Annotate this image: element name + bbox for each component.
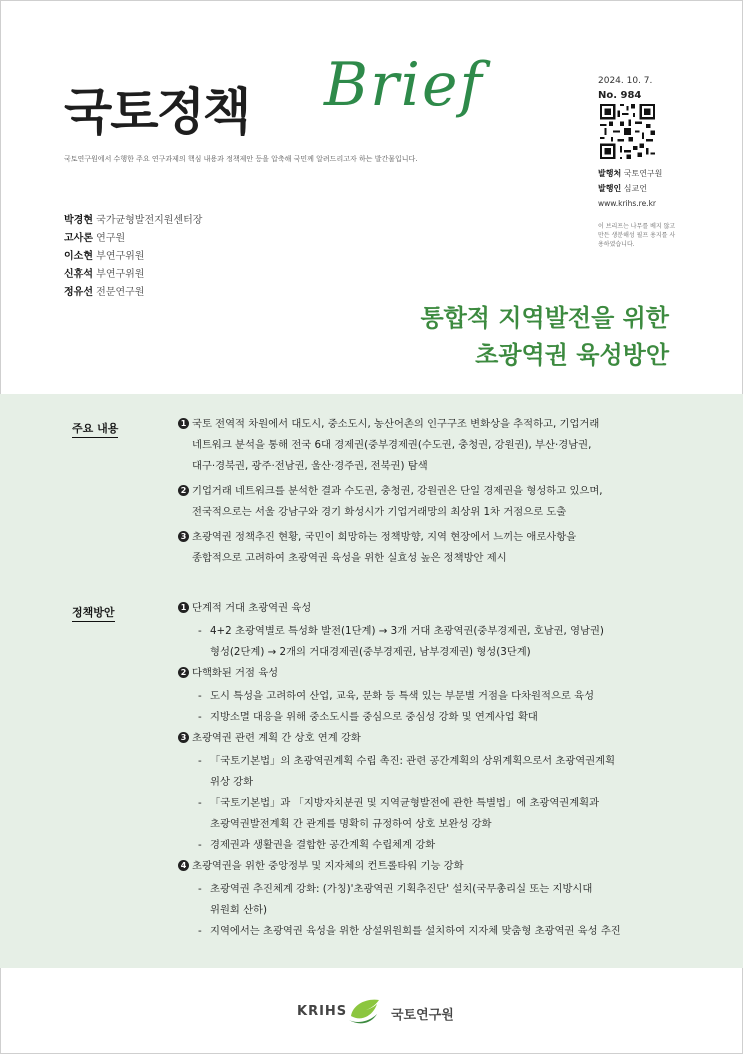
author-name: 신휴석 bbox=[64, 269, 93, 280]
dash-bullet: - bbox=[198, 839, 202, 851]
author-list bbox=[64, 212, 202, 302]
publisher-line bbox=[598, 168, 662, 179]
policy-sub-line: 위상 강화 bbox=[210, 776, 254, 788]
number-badge-icon: 3 bbox=[178, 531, 189, 542]
dash-bullet: - bbox=[198, 925, 202, 937]
summary-item-line: 대구·경북권, 광주·전남권, 울산·경주권, 전북권) 탐색 bbox=[192, 460, 428, 472]
policy-item-heading: 다핵화된 거점 육성 bbox=[192, 667, 279, 679]
policy-item-heading: 단계적 거대 초광역권 육성 bbox=[192, 602, 312, 614]
qr-code-icon[interactable] bbox=[600, 104, 655, 159]
policy-list bbox=[178, 598, 678, 942]
summary-list bbox=[178, 414, 678, 573]
website-link[interactable]: www.krihs.re.kr bbox=[598, 199, 656, 208]
summary-item-line: 종합적으로 고려하여 초광역권 육성을 위한 실효성 높은 정책방안 제시 bbox=[192, 552, 507, 564]
publisher-label: 발행처 bbox=[598, 169, 622, 178]
author-name: 정유선 bbox=[64, 287, 93, 298]
number-badge-icon: 1 bbox=[178, 602, 189, 613]
author-item bbox=[64, 212, 202, 230]
masthead-title-en: Brief bbox=[324, 50, 484, 120]
author-item bbox=[64, 230, 202, 248]
author-name: 이소현 bbox=[64, 251, 93, 262]
summary-item-line: 국토 전역적 차원에서 대도시, 중소도시, 농산어촌의 인구구조 변화상을 추적하고, 기업거래 bbox=[192, 418, 600, 430]
author-name: 박경현 bbox=[64, 215, 93, 226]
policy-item bbox=[178, 856, 678, 877]
title-line-2: 초광역권 육성방안 bbox=[475, 341, 669, 369]
policy-sub-item bbox=[178, 707, 678, 728]
summary-label: 주요 내용 bbox=[72, 420, 118, 438]
policy-sub-item bbox=[178, 686, 678, 707]
summary-item-line: 전국적으로는 서울 강남구와 경기 화성시가 기업거래망의 최상위 1차 거점으로 도출 bbox=[192, 506, 567, 518]
policy-sub-item bbox=[178, 879, 678, 921]
policy-sub-line: 지역에서는 초광역권 육성을 위한 상설위원회를 설치하여 지자체 맞춤형 초광역권 육성 추진 bbox=[210, 925, 621, 937]
summary-item bbox=[178, 481, 678, 523]
policy-sub-item bbox=[178, 751, 678, 793]
number-badge-icon: 3 bbox=[178, 732, 189, 743]
author-item bbox=[64, 248, 202, 266]
policy-sub-line: 초광역권발전계획 간 관계를 명확히 규정하여 상호 보완성 강화 bbox=[210, 818, 492, 830]
policy-sub-line: 형성(2단계) → 2개의 거대경제권(중부경제권, 남부경제권) 형성(3단계) bbox=[210, 646, 531, 658]
number-badge-icon: 4 bbox=[178, 860, 189, 871]
policy-sub-item bbox=[178, 793, 678, 835]
policy-sub-line: 경제권과 생활권을 결합한 공간계획 수립체계 강화 bbox=[210, 839, 436, 851]
policy-sub-line: 「국토기본법」과 「지방자치분권 및 지역균형발전에 관한 특별법」에 초광역권계획과 bbox=[210, 797, 600, 809]
masthead-title-kr: 국토정책 bbox=[64, 83, 250, 141]
summary-item-line: 초광역권 정책추진 현황, 국민이 희망하는 정책방향, 지역 현장에서 느끼는 애로사항을 bbox=[192, 531, 577, 543]
author-name: 고사론 bbox=[64, 233, 93, 244]
title-line-1: 통합적 지역발전을 위한 bbox=[420, 304, 669, 332]
masthead-subtitle: 국토연구원에서 수행한 주요 연구과제의 핵심 내용과 정책제안 등을 압축해 국민께 알려드리고자 하는 발간물입니다. bbox=[64, 155, 418, 163]
dash-bullet: - bbox=[198, 690, 202, 702]
number-badge-icon: 2 bbox=[178, 485, 189, 496]
summary-item bbox=[178, 414, 678, 477]
author-role: 전문연구원 bbox=[96, 287, 145, 298]
krihs-leaf-icon bbox=[347, 996, 383, 1026]
policy-sub-line: 위원회 산하) bbox=[210, 904, 268, 916]
issuer-name: 심교언 bbox=[623, 184, 647, 193]
logo-text-kr: 국토연구원 bbox=[391, 1008, 454, 1023]
policy-item bbox=[178, 663, 678, 684]
policy-item bbox=[178, 728, 678, 749]
policy-label: 정책방안 bbox=[72, 604, 115, 622]
logo-text-en: KRIHS bbox=[297, 1004, 348, 1019]
author-item bbox=[64, 284, 202, 302]
issuer-label: 발행인 bbox=[598, 184, 622, 193]
policy-sub-line: 「국토기본법」의 초광역권계획 수립 촉진: 관련 공간계획의 상위계획으로서 초광역권계획 bbox=[210, 755, 616, 767]
policy-item-heading: 초광역권 관련 계획 간 상호 연계 강화 bbox=[192, 732, 361, 744]
summary-item-line: 기업거래 네트워크를 분석한 결과 수도권, 충청권, 강원권은 단일 경제권을 형성하고 있으며, bbox=[192, 485, 603, 497]
publisher-name: 국토연구원 bbox=[623, 169, 663, 178]
paper-note: 이 브리프는 나무를 베지 않고 만든 생분해성 필프 용지를 사용하였습니다. bbox=[598, 223, 676, 248]
policy-sub-line: 초광역권 추진체계 강화: (가칭)'초광역권 기획추진단' 설치(국무총리실 또는 지방시대 bbox=[210, 883, 593, 895]
author-role: 국가균형발전지원센터장 bbox=[96, 215, 203, 226]
policy-sub-line: 4+2 초광역별로 특성화 발전(1단계) → 3개 거대 초광역권(중부경제권, 호남권, 영남권) bbox=[210, 625, 604, 637]
issuer-line bbox=[598, 183, 647, 194]
author-role: 연구원 bbox=[96, 233, 126, 244]
dash-bullet: - bbox=[198, 625, 202, 637]
summary-item bbox=[178, 527, 678, 569]
policy-sub-line: 도시 특성을 고려하여 산업, 교육, 문화 등 특색 있는 부문별 거점을 다차원적으로 육성 bbox=[210, 690, 595, 702]
dash-bullet: - bbox=[198, 755, 202, 767]
policy-item-heading: 초광역권을 위한 중앙정부 및 지자체의 컨트롤타워 기능 강화 bbox=[192, 860, 464, 872]
policy-sub-item bbox=[178, 835, 678, 856]
dash-bullet: - bbox=[198, 883, 202, 895]
policy-sub-item bbox=[178, 621, 678, 663]
footer bbox=[0, 968, 743, 1054]
policy-item bbox=[178, 598, 678, 619]
policy-sub-item bbox=[178, 921, 678, 942]
author-role: 부연구위원 bbox=[96, 251, 145, 262]
dash-bullet: - bbox=[198, 711, 202, 723]
issue-number: No. 984 bbox=[598, 90, 642, 101]
dash-bullet: - bbox=[198, 797, 202, 809]
issue-date: 2024. 10. 7. bbox=[598, 76, 653, 86]
author-role: 부연구위원 bbox=[96, 269, 145, 280]
author-item bbox=[64, 266, 202, 284]
page-title bbox=[420, 300, 669, 374]
summary-item-line: 네트워크 분석을 통해 전국 6대 경제권(중부경제권(수도권, 충청권, 강원권), 부산·경남권, bbox=[192, 439, 592, 451]
number-badge-icon: 1 bbox=[178, 418, 189, 429]
policy-sub-line: 지방소멸 대응을 위해 중소도시를 중심으로 중심성 강화 및 연계사업 확대 bbox=[210, 711, 538, 723]
number-badge-icon: 2 bbox=[178, 667, 189, 678]
